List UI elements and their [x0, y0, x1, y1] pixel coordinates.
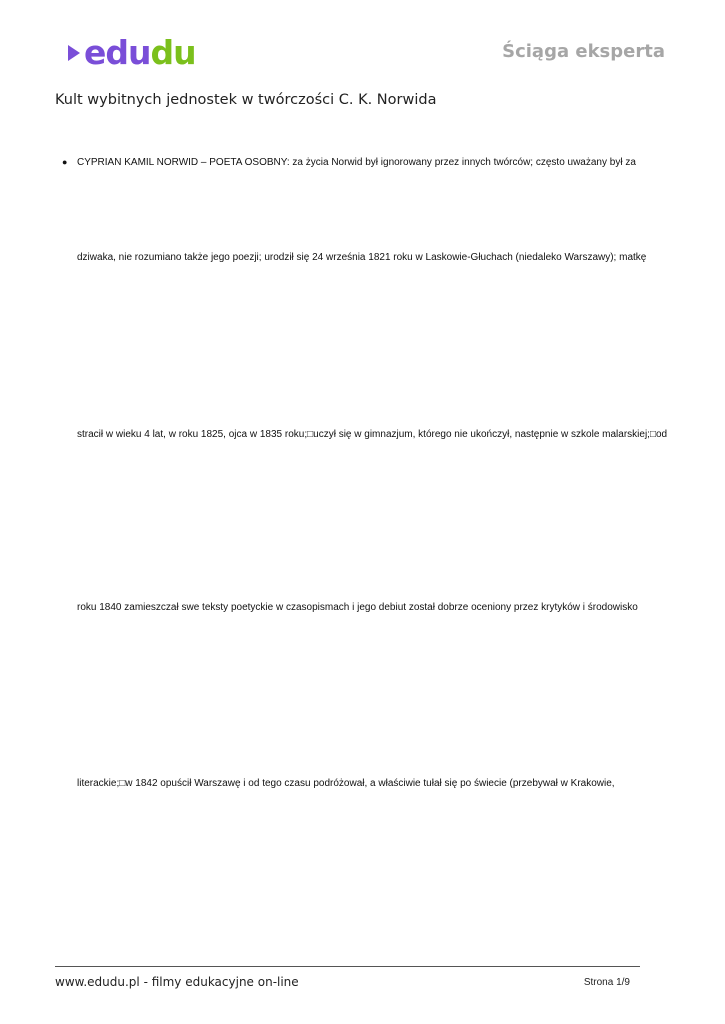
page-number: Strona 1/9	[583, 977, 630, 988]
paragraph-line: CYPRIAN KAMIL NORWID – POETA OSOBNY: za życia Norwid był ignorowany przez innych twórców; często uważany był za	[77, 157, 636, 168]
paragraph-line: roku 1840 zamieszczał swe teksty poetyckie w czasopismach i jego debiut został dobrze oceniony przez krytyków i środowisko	[77, 602, 638, 613]
brand-tagline: Ściąga eksperta	[502, 41, 665, 62]
page-title: Kult wybitnych jednostek w twórczości C. K. Norwida	[55, 92, 437, 108]
bullet-icon: ●	[62, 157, 68, 167]
paragraph-line: dziwaka, nie rozumiano także jego poezji; urodził się 24 września 1821 roku w Laskowie-Głuchach (niedaleko Warszawy); matkę	[77, 252, 647, 263]
footer-site-link[interactable]: www.edudu.pl - filmy edukacyjne on-line	[55, 975, 299, 989]
edudu-logo[interactable]	[66, 33, 196, 73]
play-icon	[66, 43, 82, 63]
paragraph-line: stracił w wieku 4 lat, w roku 1825, ojca w 1835 roku;□uczył się w gimnazjum, którego nie ukończył, następnie w szkole malarskiej;□od	[77, 429, 668, 440]
footer-divider	[55, 966, 640, 967]
logo-wordmark: edudu	[84, 33, 196, 72]
paragraph-line: literackie;□w 1842 opuścił Warszawę i od tego czasu podróżował, a właściwie tułał się po świecie (przebywał w Krakowie,	[77, 778, 615, 789]
